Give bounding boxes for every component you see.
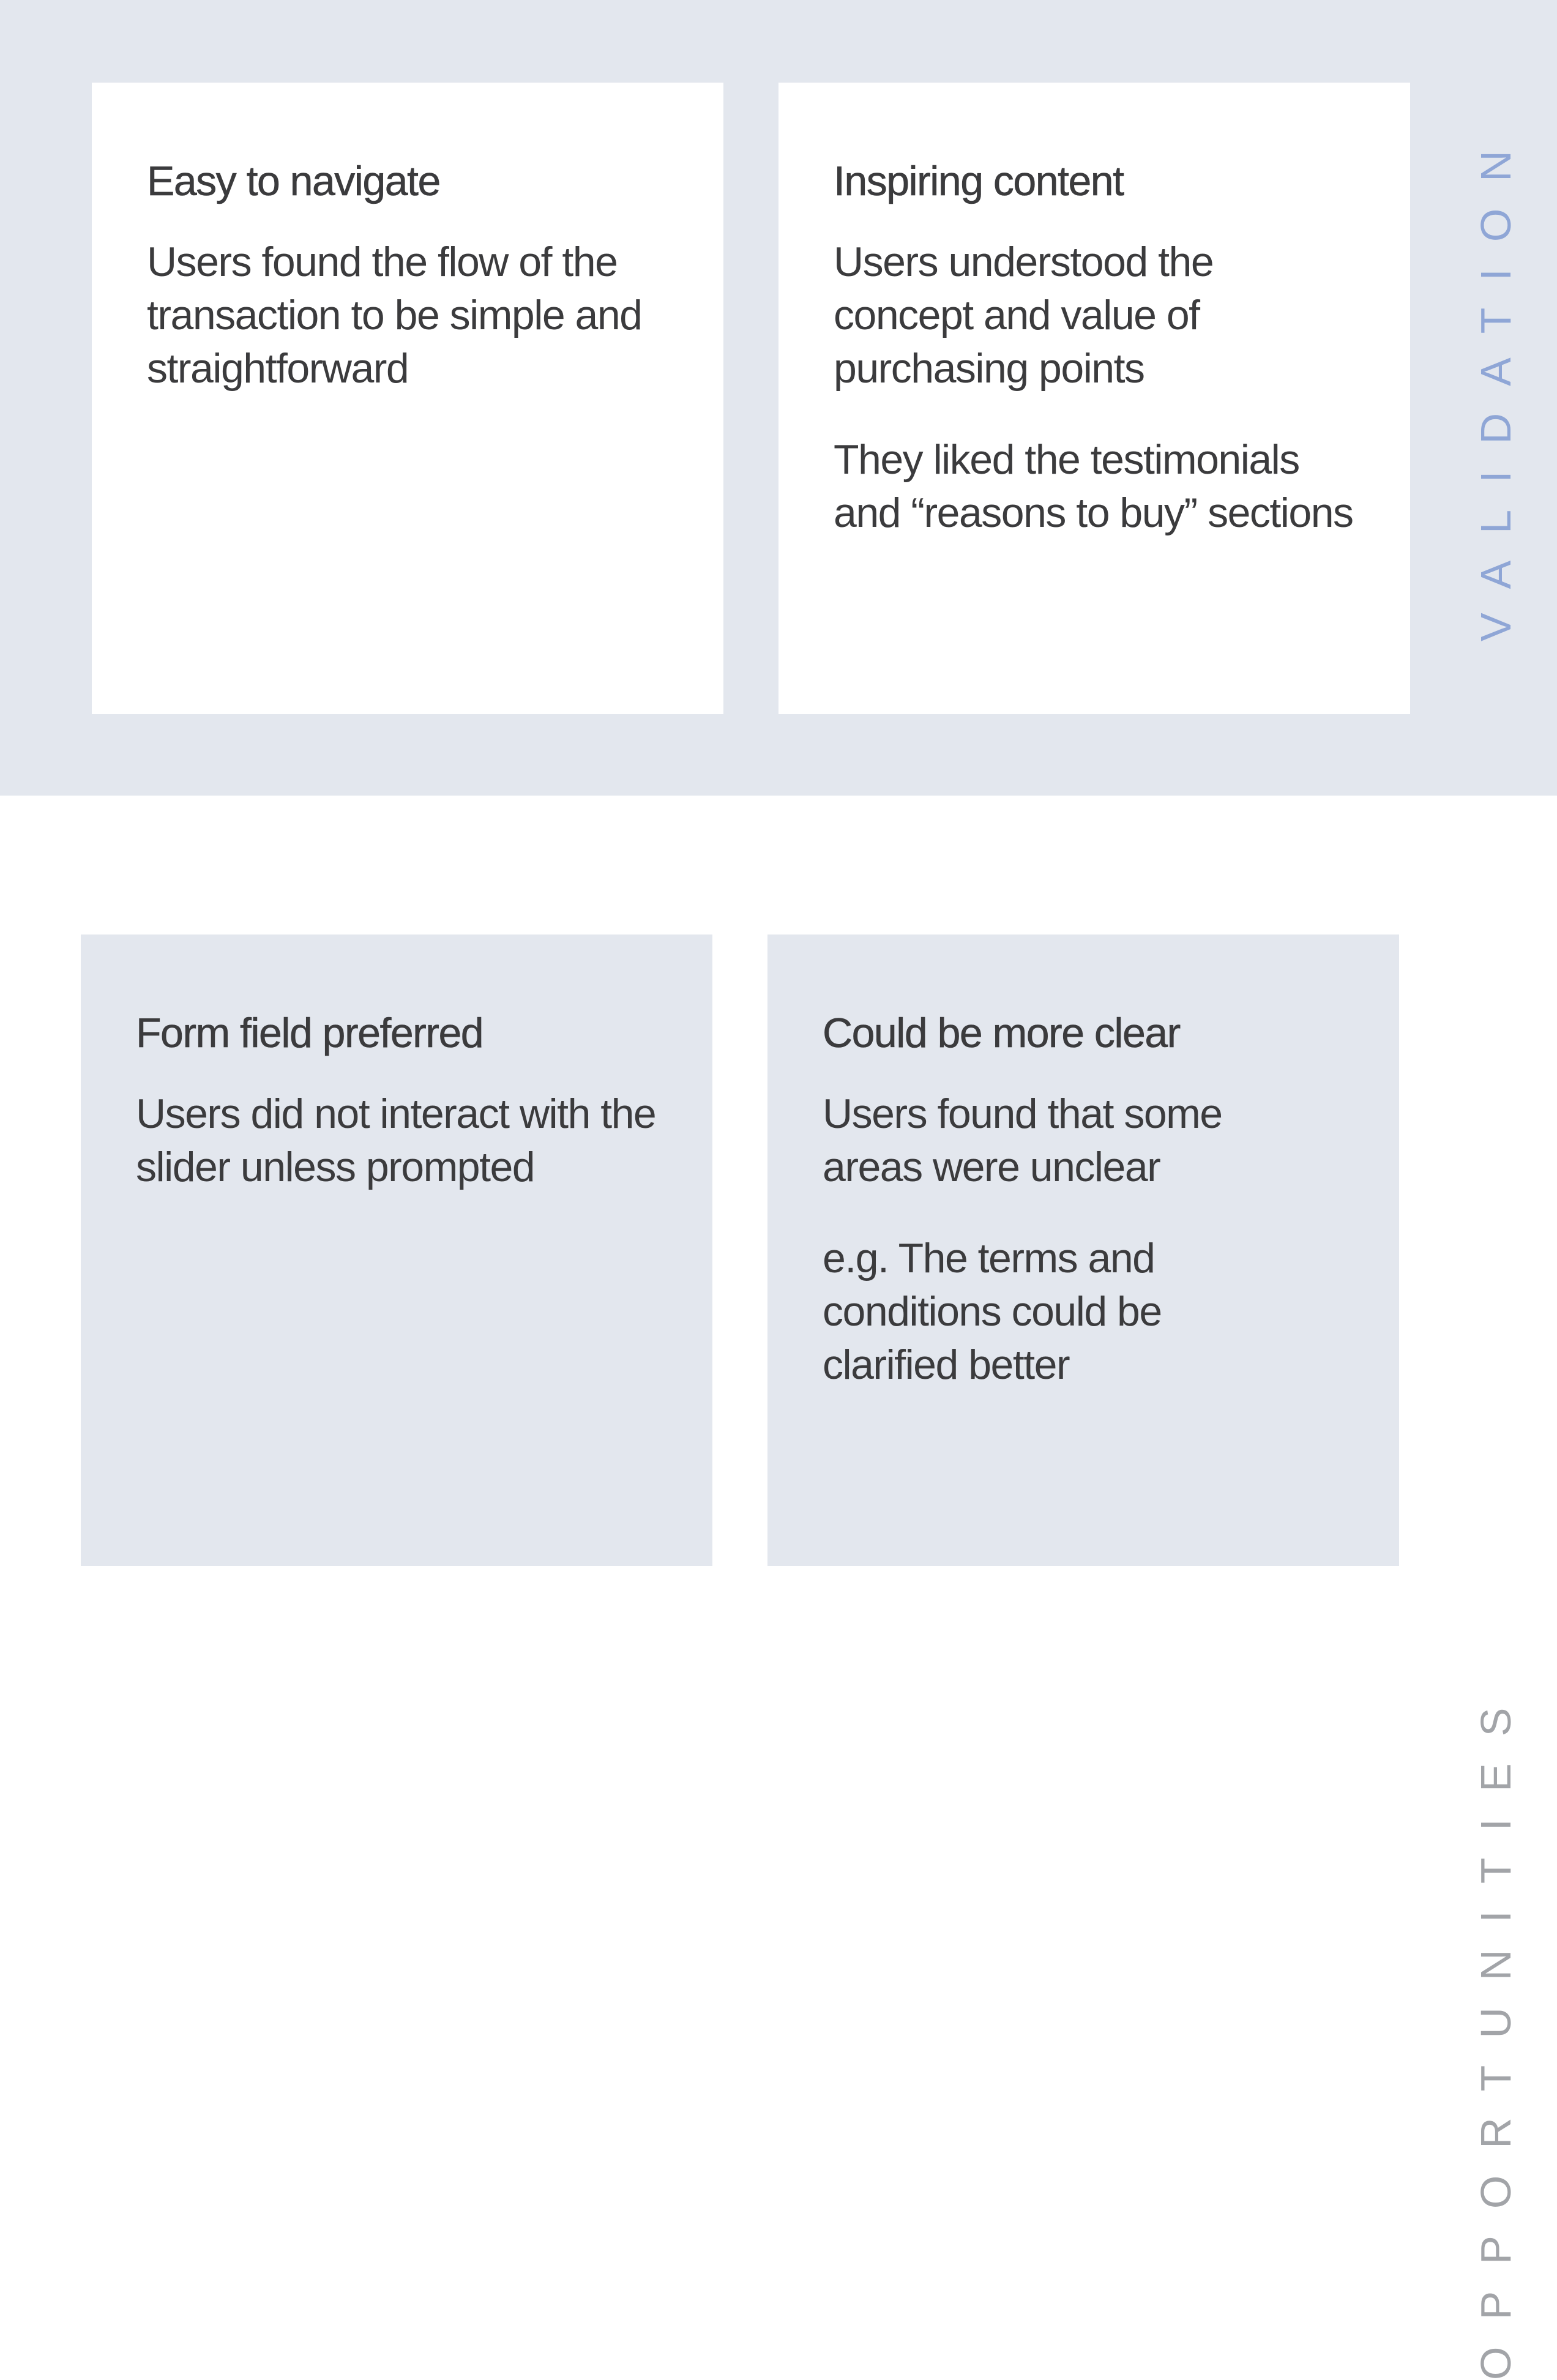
validation-label: VALIDATION — [1472, 124, 1520, 641]
card-text: They liked the testimonials and “reasons to buy” sections — [834, 436, 1353, 536]
opportunities-label: OPPORTUNITIES — [1472, 1681, 1520, 2380]
card-text: e.g. The terms and conditions could be clarified better — [823, 1235, 1162, 1388]
card-title: Could be more clear — [823, 1010, 1180, 1056]
card-title: Form field preferred — [136, 1010, 484, 1056]
card-text: Users understood the concept and value of purchasing points — [834, 239, 1214, 392]
card-text: Users found the flow of the transaction to be simple and straightforward — [147, 239, 642, 392]
card-text: Users found that some areas were unclear — [823, 1091, 1222, 1190]
card-text: Users did not interact with the slider unless prompted — [136, 1091, 656, 1190]
card-title: Inspiring content — [834, 158, 1124, 204]
validation-section — [0, 0, 1557, 796]
opportunities-section — [0, 796, 1557, 2380]
opportunities-card-form-field-preferred — [81, 934, 712, 1566]
validation-card-easy-to-navigate — [92, 83, 723, 714]
validation-card-inspiring-content — [778, 83, 1410, 714]
card-title: Easy to navigate — [147, 158, 440, 204]
opportunities-card-could-be-more-clear — [767, 934, 1399, 1566]
